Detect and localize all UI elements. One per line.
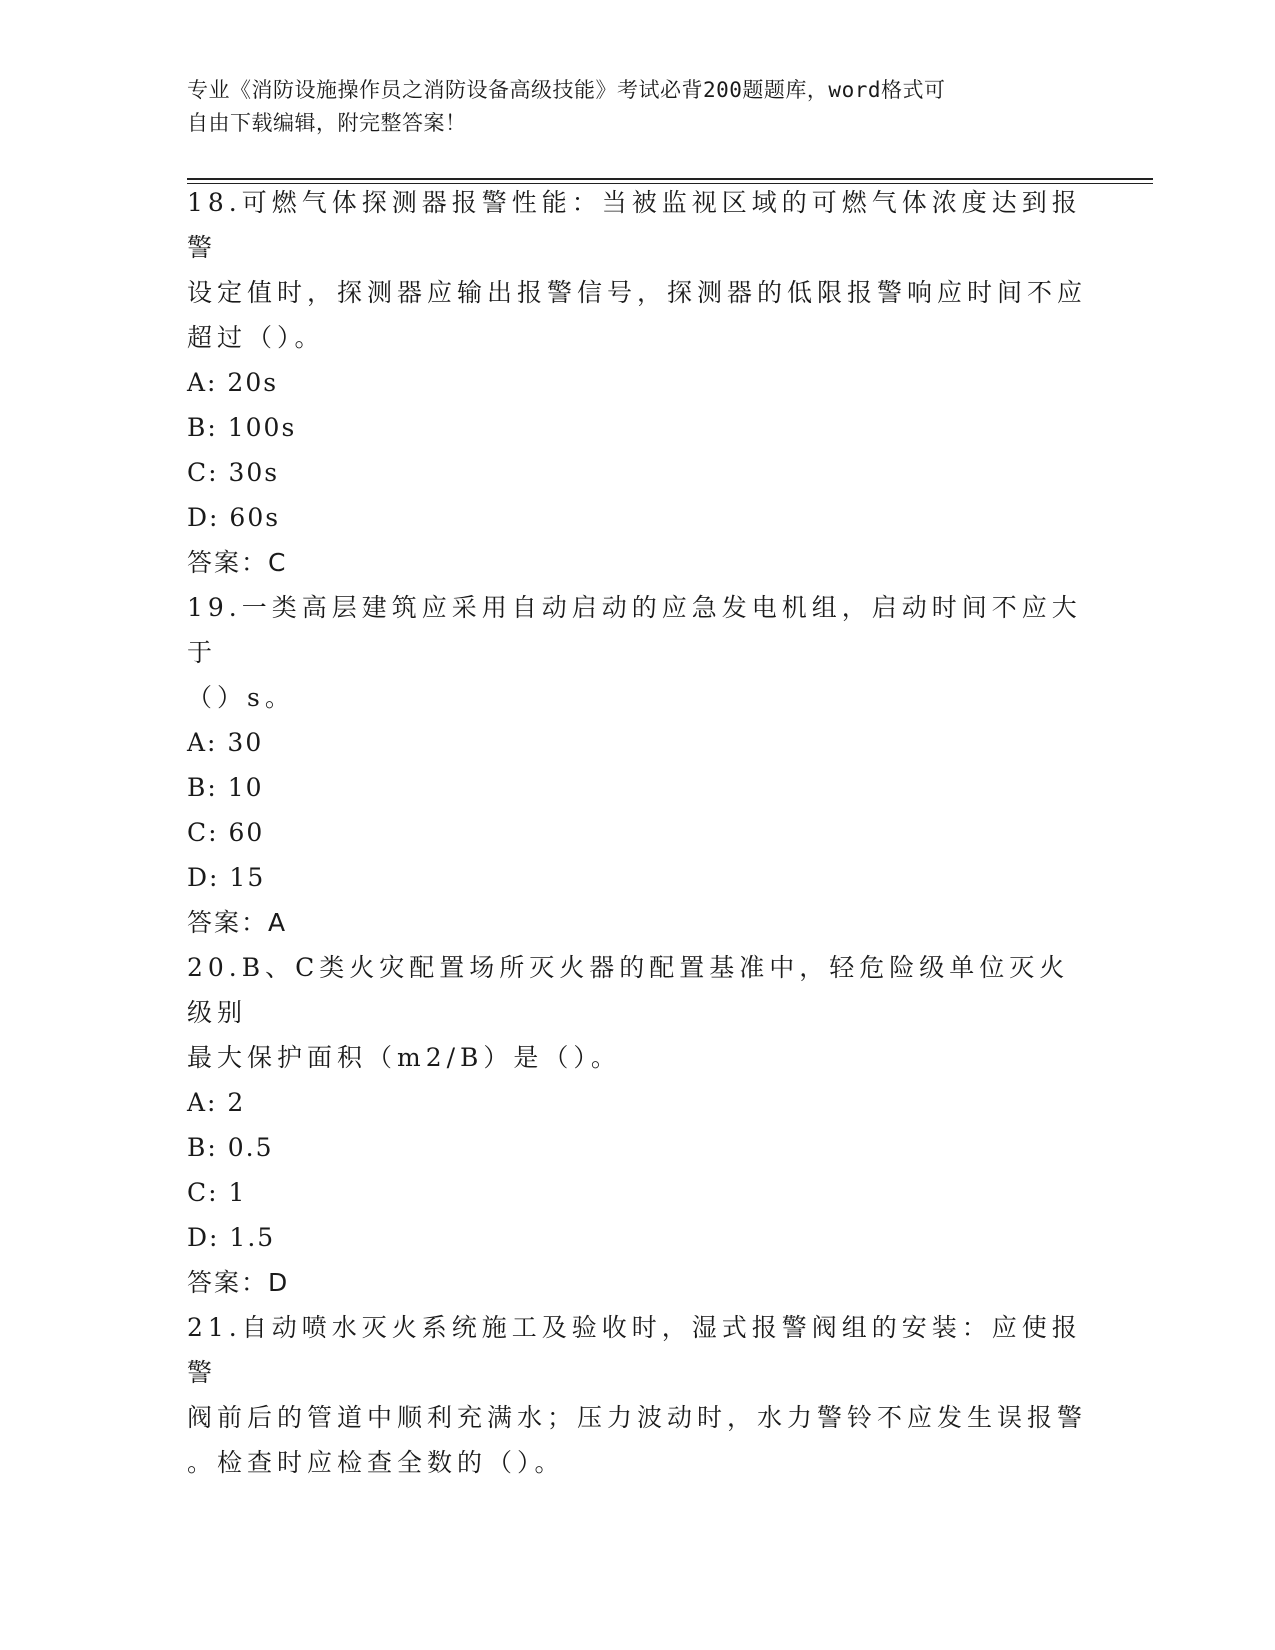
- option-a: A: 30: [187, 728, 264, 757]
- question-20: [187, 945, 1087, 1305]
- question-21: [187, 1305, 1087, 1485]
- answer-line: 答案：A: [187, 908, 288, 937]
- question-text-line: 超过（）。: [187, 323, 325, 352]
- option-a: A: 20s: [187, 368, 279, 397]
- question-text-line: 设定值时，探测器应输出报警信号，探测器的低限报警响应时间不应: [187, 278, 1088, 307]
- answer-line: 答案：C: [187, 548, 288, 577]
- question-18: [187, 180, 1087, 585]
- question-text-line: （）s。: [187, 683, 295, 712]
- question-text-line: 20.B、C类火灾配置场所灭火器的配置基准中，轻危险级单位灭火级别: [187, 953, 1070, 1027]
- question-text-line: 阀前后的管道中顺利充满水；压力波动时，水力警铃不应发生误报警: [187, 1403, 1088, 1432]
- question-text-line: 21.自动喷水灭火系统施工及验收时，湿式报警阀组的安装：应使报警: [187, 1313, 1082, 1387]
- option-a: A: 2: [187, 1088, 246, 1117]
- header-line-1: 专业《消防设施操作员之消防设备高级技能》考试必背200题题库，word格式可: [187, 78, 946, 102]
- question-19: [187, 585, 1087, 945]
- question-text-line: 。检查时应检查全数的（）。: [187, 1448, 565, 1477]
- option-c: C: 30s: [187, 458, 280, 487]
- document-header: [187, 74, 1067, 140]
- option-b: B: 0.5: [187, 1133, 274, 1162]
- question-text-line: 19.一类高层建筑应采用自动启动的应急发电机组，启动时间不应大于: [187, 593, 1082, 667]
- option-d: D: 60s: [187, 503, 281, 532]
- option-b: B: 10: [187, 773, 264, 802]
- answer-line: 答案：D: [187, 1268, 290, 1297]
- option-c: C: 60: [187, 818, 265, 847]
- option-d: D: 15: [187, 863, 266, 892]
- header-line-2: 自由下载编辑，附完整答案！: [187, 111, 467, 135]
- question-text-line: 最大保护面积（m2/B）是（）。: [187, 1043, 621, 1072]
- option-b: B: 100s: [187, 413, 297, 442]
- option-d: D: 1.5: [187, 1223, 276, 1252]
- option-c: C: 1: [187, 1178, 247, 1207]
- question-text-line: 18.可燃气体探测器报警性能：当被监视区域的可燃气体浓度达到报警: [187, 188, 1082, 262]
